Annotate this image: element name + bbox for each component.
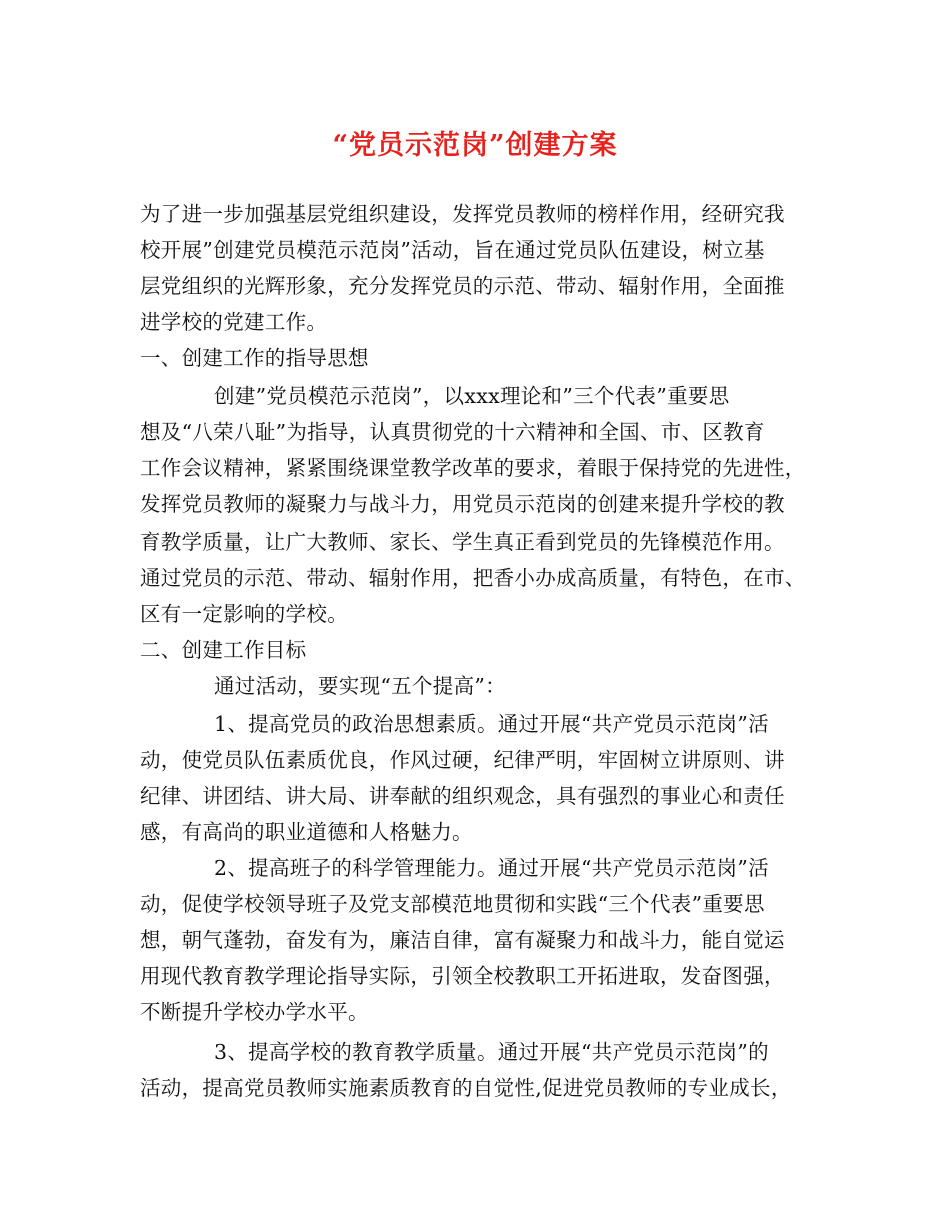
- paragraph-line: 纪律、讲团结、讲大局、讲奉献的组织观念，具有强烈的事业心和责任: [140, 784, 785, 808]
- paragraph-line: 为了进一步加强基层党组织建设，发挥党员教师的榜样作用，经研究我: [140, 202, 785, 226]
- paragraph-line: 感，有高尚的职业道德和人格魅力。: [140, 820, 473, 844]
- paragraph-line: 校开展”创建党员模范示范岗”活动，旨在通过党员队伍建设，树立基: [140, 238, 765, 262]
- paragraph-line: 活动，提高党员教师实施素质教育的自觉性,促进党员教师的专业成长，: [140, 1076, 792, 1100]
- paragraph-line: 层党组织的光辉形象，充分发挥党员的示范、带动、辐射作用，全面推: [140, 274, 785, 298]
- paragraph-line: 区有一定影响的学校。: [140, 602, 348, 626]
- paragraph-line: 发挥党员教师的凝聚力与战斗力，用党员示范岗的创建来提升学校的教: [140, 492, 785, 516]
- paragraph-line: 想及“八荣八耻”为指导，认真贯彻党的十六精神和全国、市、区教育: [140, 420, 765, 444]
- paragraph-line: 动，使党员队伍素质优良，作风过硬，纪律严明，牢固树立讲原则、讲: [140, 748, 785, 772]
- paragraph-line: 1、提高党员的政治思想素质。通过开展“共产党员示范岗”活: [214, 712, 769, 736]
- paragraph-line: 想，朝气蓬勃，奋发有为，廉洁自律，富有凝聚力和战斗力，能自觉运: [140, 928, 785, 952]
- paragraph-line: 不断提升学校办学水平。: [140, 1000, 369, 1024]
- paragraph-line: 2、提高班子的科学管理能力。通过开展“共产党员示范岗”活: [214, 856, 769, 880]
- paragraph-line: 创建”党员模范示范岗”，以xxx理论和”三个代表”重要思: [214, 384, 730, 408]
- paragraph-line: 通过活动，要实现“五个提高”：: [214, 674, 506, 698]
- paragraph-line: 动，促使学校领导班子及党支部模范地贯彻和实践“三个代表”重要思: [140, 892, 765, 916]
- section-heading: 二、创建工作目标: [140, 638, 307, 662]
- section-heading: 一、创建工作的指导思想: [140, 346, 369, 370]
- paragraph-line: 3、提高学校的教育教学质量。通过开展“共产党员示范岗”的: [214, 1040, 769, 1064]
- paragraph-line: 育教学质量，让广大教师、家长、学生真正看到党员的先锋模范作用。: [140, 530, 785, 554]
- paragraph-line: 用现代教育教学理论指导实际，引领全校教职工开拓进取，发奋图强，: [140, 964, 785, 988]
- paragraph-line: 进学校的党建工作。: [140, 310, 328, 334]
- paragraph-line: 工作会议精神，紧紧围绕课堂教学改革的要求，着眼于保持党的先进性，: [140, 456, 806, 480]
- document-title: “党员示范岗”创建方案: [332, 130, 618, 161]
- paragraph-line: 通过党员的示范、带动、辐射作用，把香小办成高质量，有特色，在市、: [140, 566, 806, 590]
